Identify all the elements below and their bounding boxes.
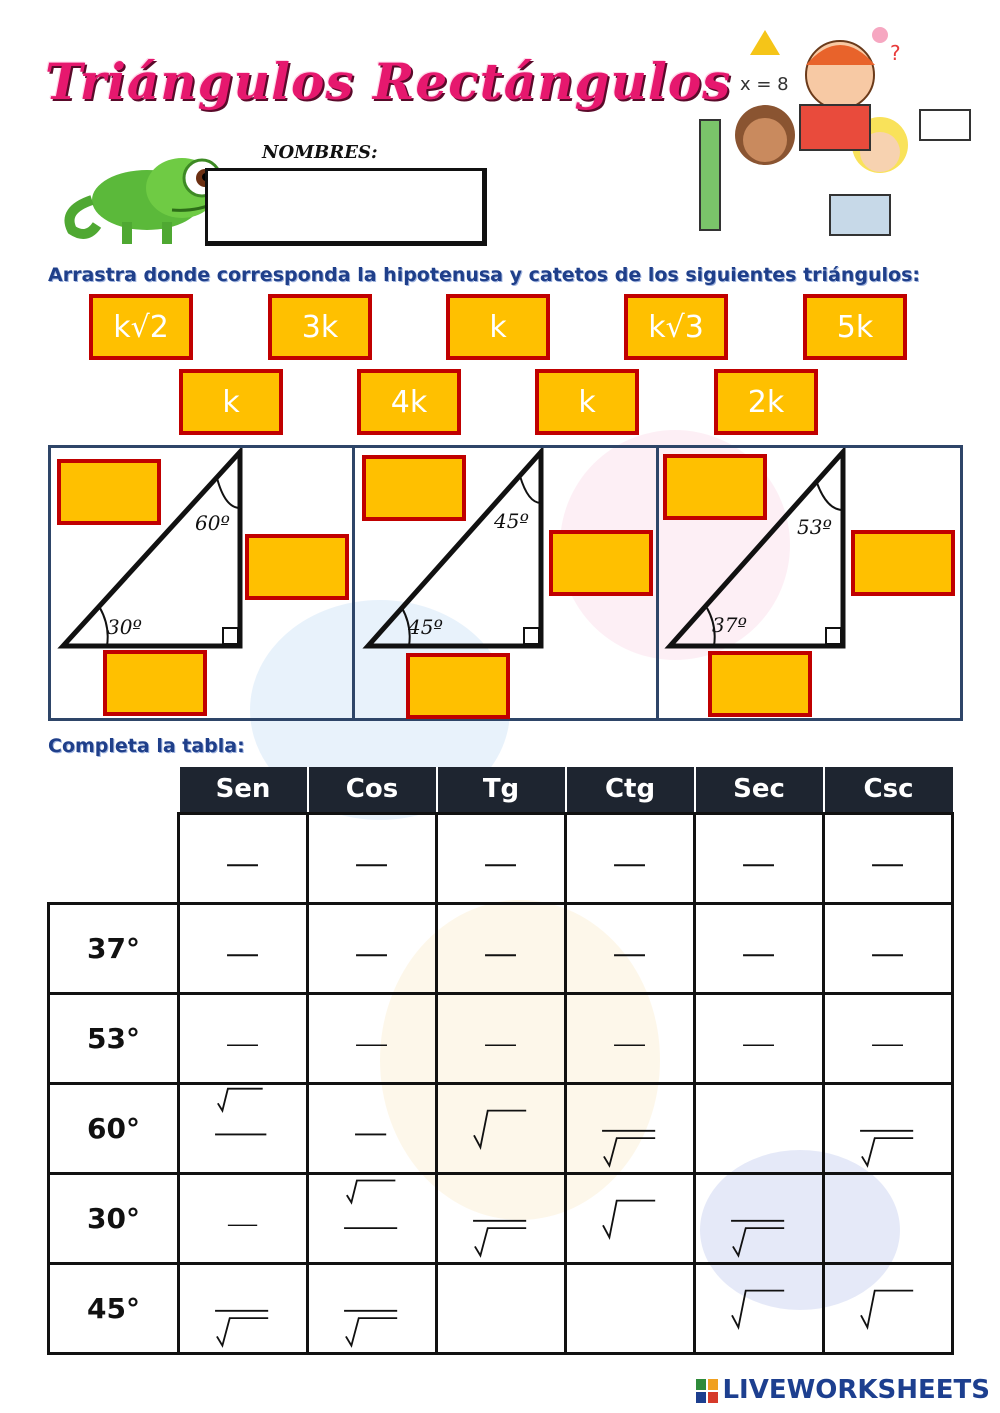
fraction-cell[interactable]: [179, 903, 308, 993]
angle-bottom-1: 30º: [107, 615, 142, 639]
fraction-cell[interactable]: [566, 813, 695, 903]
fraction-cell[interactable]: [695, 993, 824, 1083]
header-csc: Csc: [824, 767, 953, 813]
drop-zone-hypotenuse-2[interactable]: [362, 455, 466, 521]
fraction-cell[interactable]: [179, 1173, 308, 1263]
table-row: [49, 1263, 953, 1353]
header-sen: Sen: [179, 767, 308, 813]
fraction-cell[interactable]: [824, 903, 953, 993]
table-instructions: Completa la tabla:: [48, 735, 245, 757]
angle-top-1: 60º: [195, 511, 230, 535]
fraction-cell[interactable]: [824, 1083, 953, 1173]
row-label-blank: [49, 813, 179, 903]
table-row: [49, 903, 953, 993]
liveworksheets-logo: [696, 1375, 990, 1405]
answer-tile[interactable]: k√2: [89, 294, 193, 360]
drop-zone-hypotenuse-3[interactable]: [663, 454, 767, 520]
fraction-cell[interactable]: [308, 1173, 437, 1263]
header-ctg: Ctg: [566, 767, 695, 813]
table-row: [49, 1173, 953, 1263]
drop-zone-leg-vertical-1[interactable]: [245, 534, 349, 600]
header-cos: Cos: [308, 767, 437, 813]
svg-text:?: ?: [890, 41, 901, 65]
fraction-cell[interactable]: [566, 1083, 695, 1173]
fraction-cell[interactable]: [695, 813, 824, 903]
fraction-cell[interactable]: [308, 813, 437, 903]
table-header-row: [49, 767, 953, 813]
fraction-cell[interactable]: [824, 1263, 953, 1353]
row-label-30: 30°: [49, 1173, 179, 1263]
answer-tile[interactable]: k: [446, 294, 550, 360]
drop-zone-leg-horizontal-3[interactable]: [708, 651, 812, 717]
drop-zone-leg-vertical-3[interactable]: [851, 530, 955, 596]
svg-text:x = 8: x = 8: [740, 74, 789, 95]
answer-tile[interactable]: 5k: [803, 294, 907, 360]
liveworksheets-text: LIVEWORKSHEETS: [722, 1375, 990, 1405]
nombres-label: NOMBRES:: [262, 142, 378, 163]
fraction-cell[interactable]: [566, 903, 695, 993]
angle-top-3: 53º: [797, 515, 832, 539]
answer-tile[interactable]: 2k: [714, 369, 818, 435]
fraction-cell[interactable]: [179, 1263, 308, 1353]
fraction-cell[interactable]: [437, 813, 566, 903]
row-label-45: 45°: [49, 1263, 179, 1353]
drop-zone-leg-vertical-2[interactable]: [549, 530, 653, 596]
row-label-60: 60°: [49, 1083, 179, 1173]
fraction-cell[interactable]: [695, 1173, 824, 1263]
fraction-cell[interactable]: [179, 993, 308, 1083]
header-tg: Tg: [437, 767, 566, 813]
fraction-cell[interactable]: [308, 1263, 437, 1353]
fraction-cell[interactable]: [179, 1083, 308, 1173]
fraction-cell[interactable]: [308, 1083, 437, 1173]
fraction-cell[interactable]: [437, 1263, 566, 1353]
fraction-cell[interactable]: [695, 1083, 824, 1173]
drop-zone-leg-horizontal-2[interactable]: [406, 653, 510, 719]
fraction-cell[interactable]: [308, 993, 437, 1083]
angle-top-2: 45º: [494, 509, 529, 533]
fraction-cell[interactable]: [437, 1173, 566, 1263]
kids-illustration: [680, 20, 980, 250]
row-label-37: 37°: [49, 903, 179, 993]
answer-tile[interactable]: k: [535, 369, 639, 435]
table-row: [49, 813, 953, 903]
fraction-cell[interactable]: [437, 903, 566, 993]
header-sec: Sec: [695, 767, 824, 813]
fraction-cell[interactable]: [566, 1173, 695, 1263]
fraction-cell[interactable]: [824, 1173, 953, 1263]
fraction-cell[interactable]: [695, 1263, 824, 1353]
page-title: Triángulos Rectángulos: [45, 52, 732, 111]
fraction-cell[interactable]: [179, 813, 308, 903]
row-label-53: 53°: [49, 993, 179, 1083]
fraction-cell[interactable]: [566, 1263, 695, 1353]
answer-tile[interactable]: k: [179, 369, 283, 435]
fraction-cell[interactable]: [566, 993, 695, 1083]
fraction-cell[interactable]: [824, 813, 953, 903]
fraction-cell[interactable]: [437, 1083, 566, 1173]
table-row: [49, 1083, 953, 1173]
answer-tile[interactable]: 3k: [268, 294, 372, 360]
answer-tile[interactable]: k√3: [624, 294, 728, 360]
fraction-cell[interactable]: [695, 903, 824, 993]
table-row: [49, 993, 953, 1083]
angle-bottom-2: 45º: [408, 615, 443, 639]
angle-bottom-3: 37º: [712, 613, 747, 637]
fraction-cell[interactable]: [437, 993, 566, 1083]
drag-instructions: Arrastra donde corresponda la hipotenusa y catetos de los siguientes triángulos:: [48, 264, 921, 286]
answer-tile[interactable]: 4k: [357, 369, 461, 435]
table-corner: [49, 767, 179, 813]
fraction-cell[interactable]: [824, 993, 953, 1083]
nombres-input[interactable]: [205, 168, 487, 246]
liveworksheets-icon: [696, 1379, 718, 1403]
fraction-cell[interactable]: [308, 903, 437, 993]
drop-zone-leg-horizontal-1[interactable]: [103, 650, 207, 716]
trig-table: [47, 767, 954, 1355]
drop-zone-hypotenuse-1[interactable]: [57, 459, 161, 525]
